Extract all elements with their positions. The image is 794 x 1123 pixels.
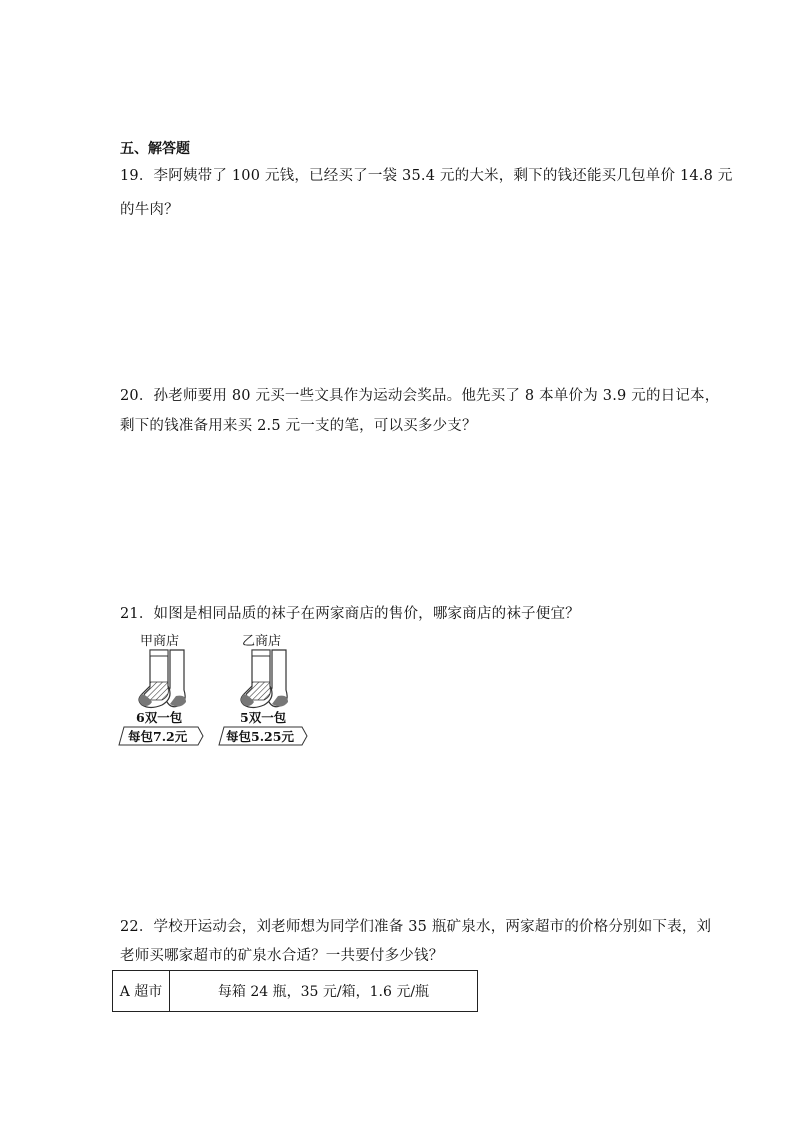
market-price-table xyxy=(112,970,478,1012)
question-22-line2: 老师买哪家超市的矿泉水合适？一共要付多少钱？ xyxy=(120,948,444,964)
question-19-line2: 的牛肉？ xyxy=(120,202,179,218)
socks-icon xyxy=(236,648,310,710)
price-b: 每包5.25元 xyxy=(226,729,294,744)
question-19-line1: 19．李阿姨带了 100 元钱，已经买了一袋 35.4 元的大米，剩下的钱还能买几包单价 14.8 元 xyxy=(120,168,733,184)
store-card-b xyxy=(218,630,308,748)
question-20-line2: 剩下的钱准备用来买 2.5 元一支的笔，可以买多少支？ xyxy=(120,418,477,434)
store-card-a xyxy=(118,630,204,748)
pack-size-a: 6双一包 xyxy=(136,710,183,725)
store-name-a: 甲商店 xyxy=(140,634,180,649)
store-name-b: 乙商店 xyxy=(242,634,282,649)
socks-icon xyxy=(134,648,208,710)
table-row xyxy=(113,971,478,1012)
question-22-line1: 22．学校开运动会，刘老师想为同学们准备 35 瓶矿泉水，两家超市的价格分别如下表，刘 xyxy=(120,919,712,935)
market-detail-cell: 每箱 24 瓶，35 元/箱，1.6 元/瓶 xyxy=(170,971,478,1012)
market-name-cell: A 超市 xyxy=(113,971,170,1012)
pack-size-b: 5双一包 xyxy=(240,710,287,725)
question-20-line1: 20．孙老师要用 80 元买一些文具作为运动会奖品。他先买了 8 本单价为 3.9 元的日记本， xyxy=(120,388,720,404)
section-title: 五、解答题 xyxy=(120,141,190,157)
question-21-line1: 21．如图是相同品质的袜子在两家商店的售价，哪家商店的袜子便宜？ xyxy=(120,606,580,622)
price-a: 每包7.2元 xyxy=(128,729,188,744)
